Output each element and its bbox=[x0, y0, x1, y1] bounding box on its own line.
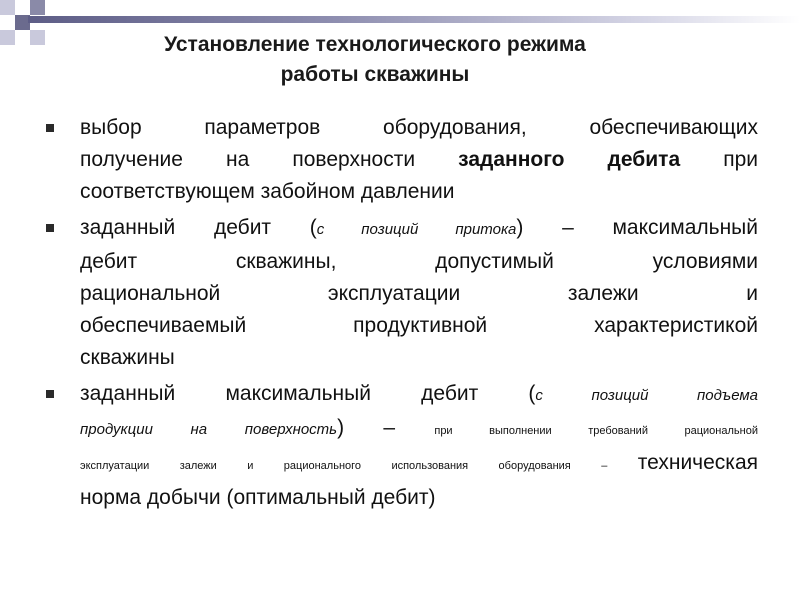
decor-square-1 bbox=[0, 0, 15, 15]
italic-text: продукции на поверхность bbox=[80, 421, 338, 438]
text-line bbox=[80, 246, 758, 278]
text-line bbox=[80, 447, 758, 482]
text-run: обеспечиваемый продуктивной характеристикой bbox=[80, 314, 758, 337]
italic-text: с позиций притока bbox=[316, 221, 517, 238]
text-run: получение на поверхности bbox=[80, 148, 459, 171]
text-line bbox=[80, 278, 758, 310]
slide-title bbox=[60, 30, 690, 90]
text-run: заданный дебит ( bbox=[80, 216, 317, 239]
text-line bbox=[80, 342, 758, 374]
emphasis-text: заданного дебита bbox=[458, 148, 681, 171]
list-item bbox=[38, 212, 758, 374]
list-item bbox=[38, 112, 758, 208]
square-bullet-icon bbox=[46, 224, 54, 232]
text-line bbox=[80, 378, 758, 412]
text-line bbox=[80, 112, 758, 144]
text-run: выбор параметров оборудования, обеспечивающих bbox=[80, 116, 758, 139]
decor-square-2 bbox=[30, 0, 45, 15]
text-line bbox=[80, 144, 758, 176]
small-text: при выполнении требований рациональной bbox=[434, 425, 758, 437]
text-line bbox=[80, 412, 758, 447]
text-run: при bbox=[680, 148, 758, 171]
title-line-1: Установление технологического режима bbox=[164, 33, 586, 56]
square-bullet-icon bbox=[46, 124, 54, 132]
text-run: дебит скважины, допустимый условиями bbox=[80, 250, 758, 273]
text-line bbox=[80, 310, 758, 342]
text-line bbox=[80, 212, 758, 246]
square-bullet-icon bbox=[46, 390, 54, 398]
bullet-list bbox=[38, 112, 758, 514]
small-text: эксплуатации залежи и рационального использования оборудования – bbox=[80, 460, 638, 472]
text-run: заданный максимальный дебит ( bbox=[80, 382, 536, 405]
text-run: норма добычи (оптимальный дебит) bbox=[80, 486, 436, 509]
italic-text: с позиций подъема bbox=[535, 387, 758, 404]
text-run: ) – максимальный bbox=[516, 216, 758, 239]
text-run: рациональной эксплуатации залежи и bbox=[80, 282, 758, 305]
text-run: скважины bbox=[80, 346, 175, 369]
decor-square-5 bbox=[30, 30, 45, 45]
text-run: ) – bbox=[337, 416, 435, 439]
text-run: техническая bbox=[637, 451, 758, 474]
title-line-2: работы скважины bbox=[280, 63, 470, 86]
text-line bbox=[80, 176, 758, 208]
decor-square-4 bbox=[0, 30, 15, 45]
header-gradient-bar bbox=[28, 16, 800, 23]
text-run: соответствующем забойном давлении bbox=[80, 180, 455, 203]
list-item bbox=[38, 378, 758, 514]
text-line bbox=[80, 482, 758, 514]
